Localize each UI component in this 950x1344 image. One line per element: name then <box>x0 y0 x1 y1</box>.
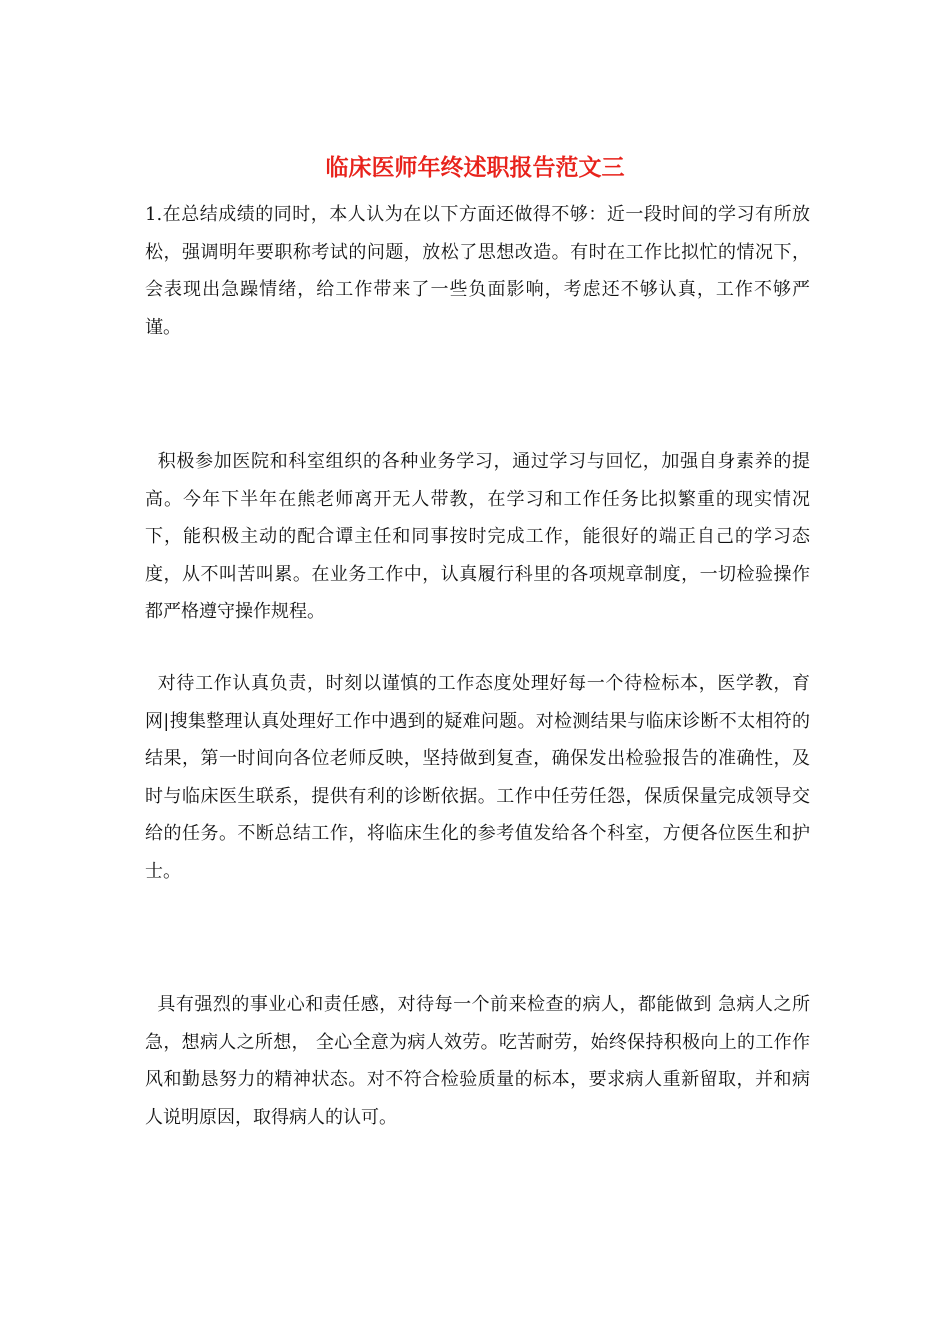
document-title: 临床医师年终述职报告范文三 <box>325 154 625 181</box>
paragraph-4: 具有强烈的事业心和责任感，对待每一个前来检查的病人，都能做到 急病人之所急，想病人之所想， 全心全意为病人效劳。吃苦耐劳，始终保持积极向上的工作作风和勤恳努力的精神状态。对不符合检验质量的标本，要求病人重新留取，并和病人说明原因，取得病人的认可。 <box>145 994 811 1128</box>
paragraph-2: 积极参加医院和科室组织的各种业务学习，通过学习与回忆，加强自身素养的提高。今年下半年在熊老师离开无人带教，在学习和工作任务比拟繁重的现实情况下，能积极主动的配合谭主任和同事按时完成工作，能很好的端正自己的学习态度，从不叫苦叫累。在业务工作中，认真履行科里的各项规章制度，一切检验操作都严格遵守操作规程。 <box>145 451 811 622</box>
paragraph-1: 1.在总结成绩的同时，本人认为在以下方面还做得不够：近一段时间的学习有所放松，强调明年要职称考试的问题，放松了思想改造。有时在工作比拟忙的情况下，会表现出急躁情绪，给工作带来了一些负面影响，考虑还不够认真，工作不够严谨。 <box>145 204 810 338</box>
paragraph-3: 对待工作认真负责，时刻以谨慎的工作态度处理好每一个待检标本，医学教，育网|搜集整理认真处理好工作中遇到的疑难问题。对检测结果与临床诊断不太相符的结果，第一时间向各位老师反映，坚持做到复查，确保发出检验报告的准确性，及时与临床医生联系，提供有利的诊断依据。工作中任劳任怨，保质保量完成领导交给的任务。不断总结工作，将临床生化的参考值发给各个科室，方便各位医生和护士。 <box>145 673 811 882</box>
